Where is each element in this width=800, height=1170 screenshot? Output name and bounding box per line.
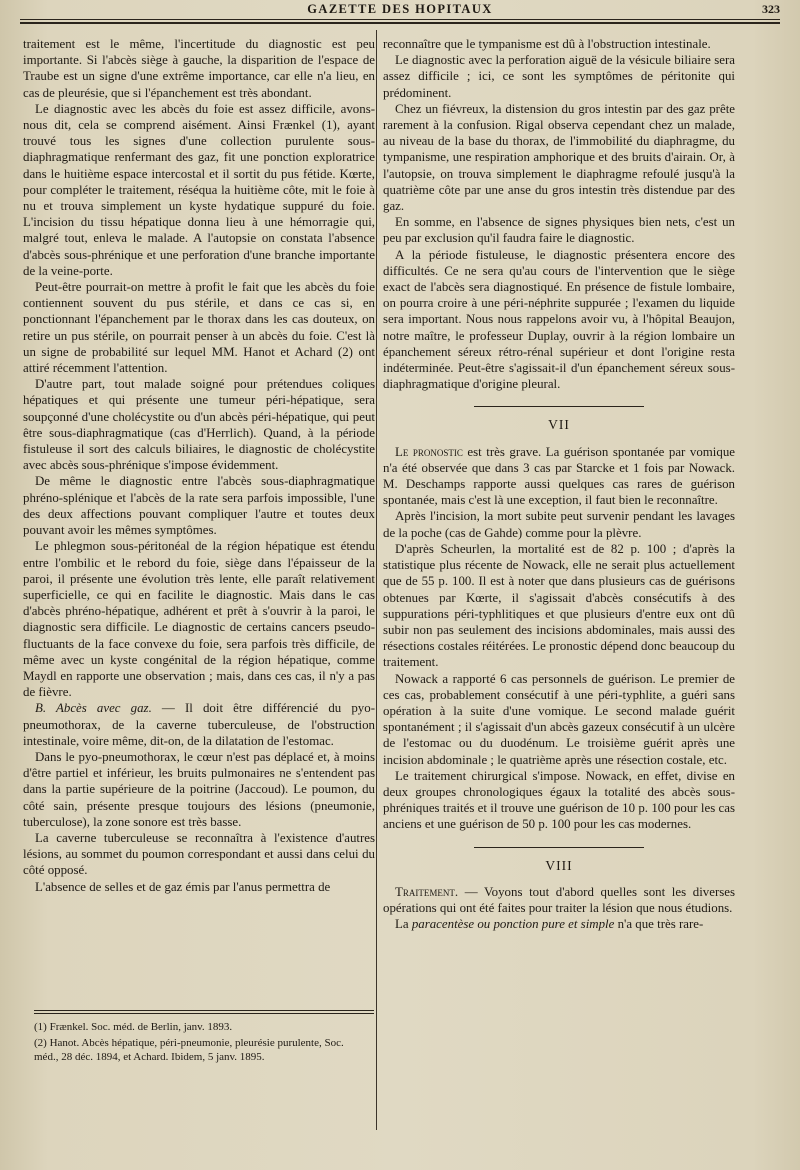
paragraph-text: — Il doit être différencié du pyo-pneumothorax, de la caverne tuberculeuse, de l'obstruction intestinale, voire même, dit-on, de la dilatation de l'estomac. [23, 701, 375, 748]
paragraph-text: est très grave. La guérison spontanée par vomique n'a été observée que dans 3 cas par Starcke et 1 fois par Nowack. M. Deschamps rapporte aussi quelques cas rares de guérison spontanée, mais c'est là une exception, il faut bien le reconnaître. [383, 444, 735, 508]
paragraph: reconnaître que le tympanisme est dû à l'obstruction intestinale. [383, 37, 711, 51]
column-divider [376, 30, 377, 1130]
paragraph [383, 444, 735, 509]
footnote-1: (1) Frænkel. Soc. méd. de Berlin, janv. 1893. [34, 1021, 233, 1033]
journal-title: GAZETTE DES HOPITAUX [307, 2, 493, 16]
subheading-traitement: Traitement. [395, 884, 459, 899]
subheading-pronostic: Le pronostic [395, 444, 463, 459]
paragraph: L'absence de selles et de gaz émis par l'anus permettra de [35, 879, 331, 894]
paragraph: Le diagnostic avec la perforation aiguë de la vésicule biliaire sera assez difficile ; ici, ce sont les symptômes de péritonite qui prédominent. [383, 53, 735, 100]
section-number: VII [548, 417, 570, 433]
subheading-abces-avec-gaz: B. Abcès avec gaz. [35, 701, 152, 716]
paragraph: Chez un fiévreux, la distension du gros intestin par des gaz prête rarement à la confusion. Rigal observa cependant chez un malade, au niveau de la base du thorax, de l'immobilité du diaphragme, du tympanisme, une respiration amphorique et des bruits d'airain. Or, à l'autopsie, on trouva simplement le diaphragme refoulé jusqu'à la quatrième côte par une anse du gros intestin très distendue par des gaz. [383, 101, 735, 214]
section-number: VIII [545, 857, 573, 873]
paragraph: Peut-être pourrait-on mettre à profit le fait que les abcès du foie contiennent souvent du pus stérile, et dans ce cas si, en ponctionnant l'épanchement par le thorax dans les cas douteux, on retire un pus stérile, on pourrait penser à un abcès du foie. C'est là un signe de probabilité sur lequel MM. Hanot et Achard (2) ont attiré récemment l'attention. [23, 280, 375, 376]
paragraph: De même le diagnostic entre l'abcès sous-diaphragmatique phréno-splénique et l'abcès de la rate sera parfois impossible, l'une des deux affections pouvant compliquer l'autre et toutes deux pouvant avoir les mêmes symptômes. [23, 474, 375, 538]
paragraph-text: — Voyons tout d'abord quelles sont les diverses opérations qui ont été faites pour traiter la lésion que nous étudions. [383, 884, 735, 915]
paragraph: D'autre part, tout malade soigné pour prétendues coliques hépatiques et qui présente une tumeur péri-hépatique, sera soupçonné d'une cholécystite ou d'un abcès péri-hépatique, qui peut être sous-diaphragmatique (cas d'Herrlich). Quand, à la période fistuleuse il sort des calculs biliaires, le diagnostic de cholécystite avec abcès sous-phrénique s'impose évidemment. [23, 377, 375, 473]
paragraph: Nowack a rapporté 6 cas personnels de guérison. Le premier de ces cas, probablement consécutif à une péri-typhlite, a guéri sans opération à la suite d'une vomique. Le second malade guérit spontanément ; il s'agissait d'un abcès gazeux consécutif à un ulcère de l'estomac ou du duodénum. Le troisième guérit après une incision abdominale ; le quatrième après une résection costale, etc. [383, 671, 735, 767]
paragraph: Le phlegmon sous-péritonéal de la région hépatique est étendu entre l'ombilic et le rebord du foie, siège dans l'épaisseur de la paroi, il présente une évolution très lente, elle paraît relativement superficielle, ce qui en facilite le diagnostic. Mais dans le cas d'abcès phréno-hépatique, adhérent et prêt à s'ouvrir à la paroi, le diagnostic sera difficile. Le diagnostic de certains cancers pseudo-fluctuants de la face convexe du foie, sera parfois très difficile, de même avec un kyste congénital de la région hépatique, comme Maydl en rapporte une observation ; mais, dans ces cas, il n'y a pas de fièvre. [23, 539, 375, 700]
left-column [23, 36, 375, 895]
paragraph: Le diagnostic avec les abcès du foie est assez difficile, avons-nous dit, cela se comprend aisément. Ainsi Frænkel (1), ayant trouvé tous les signes d'une collection purulente sous-diaphragmatique renfermant des gaz, fit une ponction exploratrice dans le huitième espace intercostal et il sortit du pus fétide. Kœrte, pour compléter le traitement, réséqua la huitième côte, mit le foie à nu et trouva simplement un kyste hydatique suppuré du foie. L'incision du tissu hépatique donna lieu à une hémorragie qui, malgré tout, enleva le malade. A l'autopsie on constata l'absence d'abcès sous-phrénique et une perforation d'une branche importante de la veine-porte. [23, 101, 375, 278]
paragraph: Le traitement chirurgical s'impose. Nowack, en effet, divise en deux groupes chronologiques égaux la totalité des abcès sous-phréniques traités et il trouve une guérison de 10 p. 100 pour les cas anciens et une guérison de 50 p. 100 pour les cas modernes. [383, 768, 735, 832]
paragraph: En somme, en l'absence de signes physiques bien nets, c'est un peu par exclusion qu'il faudra faire le diagnostic. [383, 215, 735, 246]
header-rule [20, 19, 780, 20]
paragraph: Dans le pyo-pneumothorax, le cœur n'est pas déplacé et, à moins d'être partiel et inférieur, les bruits pulmonaires ne s'entendent pas dans la partie supérieure de la poitrine (Jaccoud). Le poumon, du côté sain, présente presque toujours des lésions (pneumonie, tuberculose), la zone sonore est très basse. [23, 749, 375, 829]
paragraph: D'après Scheurlen, la mortalité est de 82 p. 100 ; d'après la statistique plus récente de Nowack, elle ne serait plus actuellement que de 55 p. 100. Il est à noter que dans plusieurs cas de guérisons obtenues par Kœrte, il s'agissait d'abcès consécutifs à des suppurations péri-typhlitiques et que plusieurs d'entre eux ont dû subir non pas seulement des incisions abdominales, mais aussi des résections costales réitérées. Le pronostic dépend donc beaucoup du traitement. [383, 541, 735, 670]
paragraph: traitement est le même, l'incertitude du diagnostic est peu importante. Si l'abcès siège à gauche, la disparition de l'espace de Traube est un signe d'une extrême importance, car elle n'a lieu, en cas de pleurésie, que si l'épanchement est très abondant. [23, 37, 375, 100]
italic-term: paracentèse ou ponction pure et simple [411, 917, 615, 932]
section-heading-viii [383, 847, 735, 874]
page-number: 323 [762, 2, 780, 16]
paragraph: Après l'incision, la mort subite peut survenir pendant les lavages de la poche (cas de Gahde) comme pour la plèvre. [383, 509, 735, 540]
page-header [20, 0, 780, 20]
section-rule [474, 406, 644, 407]
footnote-rule [34, 1010, 374, 1011]
header-rule-thick [20, 22, 780, 24]
right-column [383, 36, 735, 932]
paragraph [383, 884, 735, 916]
footnote-2: (2) Hanot. Abcès hépatique, péri-pneumonie, pleurésie purulente, Soc. méd., 28 déc. 1894, et Achard. Ibidem, 5 janv. 1895. [34, 1037, 344, 1063]
paragraph [383, 916, 735, 932]
footnote-rule [34, 1013, 374, 1014]
section-heading-vii [383, 406, 735, 433]
paragraph-text: La [395, 917, 412, 932]
footnotes [34, 1020, 369, 1066]
paragraph: La caverne tuberculeuse se reconnaîtra à l'existence d'autres lésions, au sommet du poumon correspondant et aussi dans celui du côté opposé. [23, 830, 375, 878]
section-rule [474, 847, 644, 848]
paragraph-text: n'a que très rare- [614, 917, 704, 932]
paragraph: A la période fistuleuse, le diagnostic présentera encore des difficultés. Ce ne sera qu'au cours de l'intervention que le siège exact de l'abcès sera diagnostiqué. En présence de fistule lombaire, on pourra croire à une péri-néphrite suppurée ; l'examen du liquide sera important. Nous nous rappelons avoir vu, à l'hôpital Beaujon, notre maître, le professeur Duplay, ouvrir à la région lombaire un épanchement séreux rétro-rénal supérieur et dont l'origine resta indéterminée. Peut-être s'agissait-il d'un épanchement séreux sous-diaphragmatique d'origine pleural. [383, 247, 735, 392]
paragraph [23, 700, 375, 749]
